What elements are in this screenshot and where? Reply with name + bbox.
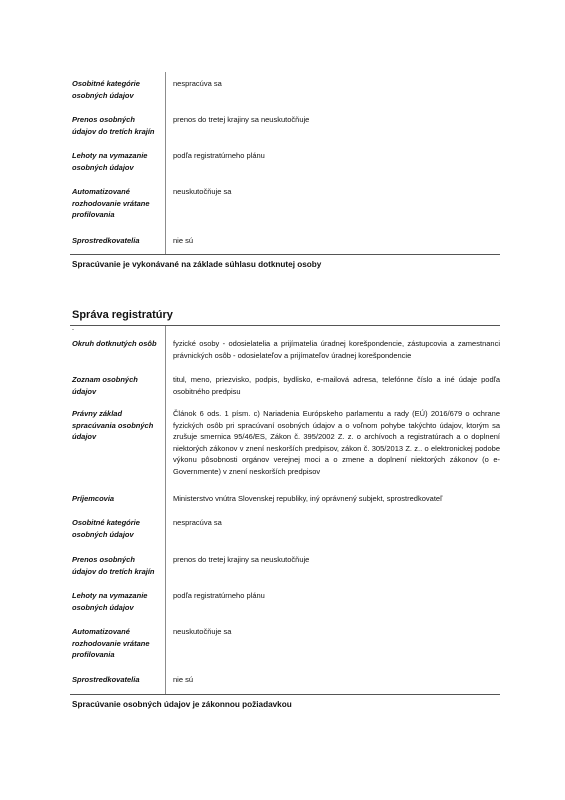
column-divider bbox=[165, 72, 166, 254]
legal-basis-note: Spracúvanie je vykonávané na základe súhlasu dotknutej osoby bbox=[72, 260, 322, 269]
row-value: nie sú bbox=[173, 675, 194, 684]
row-label: Lehoty na vymazanie osobných údajov bbox=[72, 591, 148, 612]
row-value: Ministerstvo vnútra Slovenskej republiky, iný oprávnený subjekt, sprostredkovateľ bbox=[173, 494, 443, 503]
row-label: Prenos osobných údajov do tretích krajín bbox=[72, 115, 155, 136]
column-divider bbox=[165, 326, 166, 694]
row-value: fyzické osoby - odosielatelia a prijímatelia úradnej korešpondencie, zástupcovia a zamestnanci právnických osôb - odosielateľov a prijímateľov úradnej korešpondencie bbox=[173, 339, 500, 360]
record-table-2 bbox=[70, 326, 500, 694]
row-value: Článok 6 ods. 1 písm. c) Nariadenia Európskeho parlamentu a rady (EÚ) 2016/679 o ochrane fyzických osôb pri spracúvaní osobných údajov a o voľnom pohybe takýchto údajov, ktorým sa zrušuje smernica 95/46/ES, Zákon č. 395/2002 Z. z. o archívoch a registratúrach a o doplnení niektorých zákonov v znení neskorších predpisov, zákon č. 305/2013 Z. z.. o elektronickej podobe výkonu pôsobnosti orgánov verejnej moci a o zmene a doplnení niektorých zákonov (o e-Governmente) v znení neskorších predpisov bbox=[173, 409, 500, 476]
table-divider bbox=[70, 254, 500, 255]
row-value: prenos do tretej krajiny sa neuskutočňuje bbox=[173, 115, 310, 124]
row-value: titul, meno, priezvisko, podpis, bydlisko, e-mailová adresa, telefónne číslo a iné údaje podľa osobitného predpisu bbox=[173, 375, 500, 396]
row-label: Okruh dotknutých osôb bbox=[72, 339, 157, 348]
row-value: neuskutočňuje sa bbox=[173, 187, 232, 196]
row-value: prenos do tretej krajiny sa neuskutočňuje bbox=[173, 555, 310, 564]
row-label: Automatizované rozhodovanie vrátane profilovania bbox=[72, 187, 150, 219]
row-label: Sprostredkovatelia bbox=[72, 236, 140, 245]
legal-basis-note: Spracúvanie osobných údajov je zákonnou požiadavkou bbox=[72, 700, 292, 709]
row-value: neuskutočňuje sa bbox=[173, 627, 232, 636]
record-table-1 bbox=[70, 72, 500, 254]
row-label: Príjemcovia bbox=[72, 494, 115, 503]
row-label: Prenos osobných údajov do tretích krajín bbox=[72, 555, 155, 576]
row-label: Lehoty na vymazanie osobných údajov bbox=[72, 151, 148, 172]
row-value: nie sú bbox=[173, 236, 194, 245]
row-label: Zoznam osobných údajov bbox=[72, 375, 138, 396]
row-label: Osobitné kategórie osobných údajov bbox=[72, 79, 140, 100]
table-divider bbox=[70, 694, 500, 695]
row-label: Právny základ spracúvania osobných údajov bbox=[72, 409, 154, 441]
row-value: podľa registratúrneho plánu bbox=[173, 151, 265, 160]
row-value: nespracúva sa bbox=[173, 518, 222, 527]
row-label: Osobitné kategórie osobných údajov bbox=[72, 518, 140, 539]
list-marker: - bbox=[72, 327, 74, 333]
row-value: nespracúva sa bbox=[173, 79, 222, 88]
row-label: Automatizované rozhodovanie vrátane profilovania bbox=[72, 627, 150, 659]
section-title: Správa registratúry bbox=[72, 309, 173, 321]
row-label: Sprostredkovatelia bbox=[72, 675, 140, 684]
row-value: podľa registratúrneho plánu bbox=[173, 591, 265, 600]
